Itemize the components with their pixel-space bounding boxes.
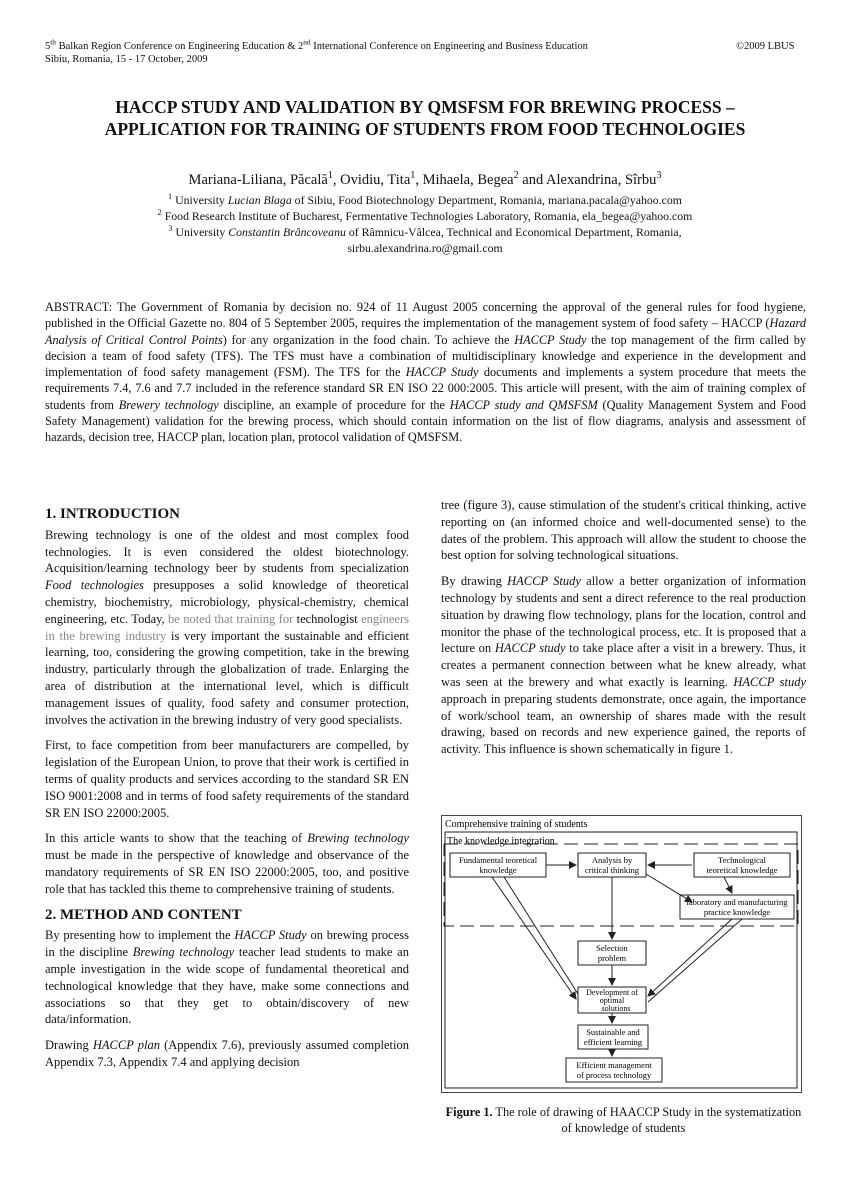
box-fundamental-l1: Fundamental teoretical — [458, 855, 538, 865]
box-technological-l1: Technological — [717, 855, 767, 865]
arrow-lab-development-2 — [648, 919, 742, 1002]
para-text: HACCP study — [733, 674, 806, 689]
para-text: Brewing technology — [307, 831, 409, 846]
box-fundamental-l2: knowledge — [479, 865, 517, 875]
figure-1-diagram — [442, 816, 801, 1092]
affiliation-3-email: sirbu.alexandrina.ro@gmail.com — [347, 241, 503, 255]
copyright: ©2009 LBUS — [736, 41, 795, 52]
para-text: Food technologies — [45, 578, 144, 593]
figure-1-caption — [441, 1104, 806, 1136]
para-text: Brewing technology is one of the oldest and most complex food technologies. It is even considered the oldest biotechnology. Acquisition/learning technology beer by students from specialization — [45, 527, 409, 576]
left-column — [45, 506, 409, 1080]
para-text: HACCP Study — [507, 574, 581, 589]
box-development-l2: optimal — [599, 996, 625, 1005]
paragraph — [45, 927, 409, 1028]
conference-location: Sibiu, Romania, 15 - 17 October, 2009 — [45, 54, 208, 65]
abstract-text: Brewery technology — [118, 397, 219, 412]
box-selection-l2: problem — [597, 953, 627, 963]
arrow-fund-development — [492, 877, 576, 999]
arrow-analysis-lab — [646, 874, 692, 902]
abstract-text: documents and implements a system procedure that meets the requirements 7.4, 7.6 and 7.7 included in the reference standard SR EN ISO 22 000:2005. This article will present, with the aim of training complex of students from — [45, 365, 806, 412]
para-text: to take place after a visit in a brewery. Thus, it creates a permanent connection between what he knew already, what was seen at the brewery and what exactly is learning. — [441, 641, 806, 689]
aff-text: Food Research Institute of Bucharest, Fermentative Technologies Laboratory, Romania, ela_begea@yahoo.com — [161, 209, 693, 223]
aff-text: of Râmnicu-Vâlcea, Technical and Economical Department, Romania, — [345, 225, 682, 239]
box-development-l3: solutions — [601, 1004, 631, 1013]
para-text: By presenting how to implement the — [45, 928, 235, 943]
abstract-text: HACCP Study — [514, 332, 587, 347]
author: , Mihaela, Begea — [415, 172, 514, 188]
abstract-text: discipline, an example of procedure for the — [218, 397, 450, 412]
para-text: Brewing technology — [132, 945, 235, 960]
para-text-gray: engineers in the brewing industry — [45, 611, 409, 643]
box-sustainable-l2: efficient learning — [583, 1037, 643, 1047]
caption-text: The role of drawing of HAACCP Study in the systematization of knowledge of students — [492, 1105, 802, 1135]
aff-text: of Sibiu, Food Biotechnology Department, Romania, mariana.pacala@yahoo.com — [291, 193, 682, 207]
section-heading-introduction: 1. INTRODUCTION — [45, 506, 181, 522]
authors — [40, 172, 810, 189]
conf-sup: th — [50, 37, 56, 47]
caption-label: Figure 1. — [445, 1105, 493, 1119]
para-text-gray: be noted that training for — [168, 611, 294, 626]
conf-text: Balkan Region Conference on Engineering Education & 2 — [55, 41, 304, 52]
author-sup: 1 — [410, 170, 416, 182]
author: and Alexandrina, Sîrbu — [518, 172, 657, 188]
paragraph — [441, 573, 806, 758]
aff-text: University — [172, 225, 229, 239]
box-development-l1: Development of — [586, 988, 638, 997]
box-efficient-l1: Efficient management — [576, 1060, 652, 1070]
aff-text: Lucian Blaga — [227, 193, 292, 207]
conference-header — [45, 37, 588, 53]
abstract-text: ABSTRACT: The Government of Romania by decision no. 924 of 11 August 2005 concerning the approval of the general rules for food hygiene, published in the Official Gazette no. 804 of 5 September 2005, requires the implementation of the management system of food safety – HACCP ( — [45, 300, 806, 331]
outer-label: Comprehensive training of students — [445, 819, 588, 830]
right-column — [441, 497, 806, 767]
box-laboratory-l2: practice knowledge — [703, 907, 771, 917]
para-text: HACCP plan — [92, 1038, 160, 1053]
para-text: Drawing — [45, 1038, 93, 1053]
affiliation-1 — [40, 192, 810, 208]
abstract-text: Hazard Analysis of Critical Control Points — [45, 316, 806, 347]
section-heading-method: 2. METHOD AND CONTENT — [45, 906, 242, 923]
para-text: teacher lead students to make an ample investigation in the wide scope of fundamental theoretical and technological knowledge that they have, make some connections and associations so that they get to obtain/discovery of new data/information. — [45, 945, 409, 1027]
figure-1 — [441, 815, 802, 1093]
abstract-text: ) for any organization in the food chain. To achieve the — [222, 332, 515, 347]
para-text: must be made in the perspective of knowledge and observance of the mandatory requirements of SR EN ISO 22000:2005, too, and positive role that has tackled this theme to comprehensive training of students. — [45, 848, 409, 896]
aff-text: University — [172, 193, 228, 207]
conf-text: 5 — [45, 41, 51, 52]
para-text: By drawing — [441, 574, 508, 589]
affiliation-2 — [40, 208, 810, 224]
para-text: HACCP Study — [234, 928, 307, 943]
para-text: (Appendix 7.6), previously assumed completion Appendix 7.3, Appendix 7.4 and applying decision — [45, 1038, 409, 1069]
author-sup: 3 — [656, 170, 662, 182]
paragraph: First, to face competition from beer manufacturers are compelled, by legislation of the European Union, to prove that their work is certified in terms of quality products and services according to the standard SR EN ISO 9001:2008 and in terms of food safety requirements of the standard SR EN ISO 22000:2005. — [45, 738, 409, 820]
box-analysis-l2: critical thinking — [584, 865, 640, 875]
para-text: In this article wants to show that the teaching of — [45, 831, 308, 846]
para-text: presupposes a solid knowledge of theoretical chemistry, biochemistry, microbiology, physical-chemistry, chemical engineering, etc. Today, — [45, 578, 409, 626]
author: Mariana-Liliana, Păcală — [188, 172, 328, 188]
paragraph: tree (figure 3), cause stimulation of the student's critical thinking, active reporting on (an informed choice and well-documented sense) to the dates of the problem. This approach will allow the student to choose the best option for solving technological situations. — [441, 498, 806, 563]
aff-sup: 2 — [157, 208, 162, 218]
para-text: on brewing process in the discipline — [45, 928, 409, 960]
abstract-text: the top management of the firm called by decision a team of food safety (TFS). The TFS must have a combination of multidisciplinary knowledge and experience in the development and implementation of food safety management (FSM). The TFS for the — [45, 332, 806, 380]
aff-text: Constantin Brâncoveanu — [228, 225, 346, 239]
paragraph — [45, 1037, 409, 1071]
para-text: HACCP study — [494, 641, 566, 656]
integration-label: The knowledge integration — [447, 836, 555, 847]
abstract-text: (Quality Management System and Food Safety Management) validation for the brewing process, which should contain information on the list of flow diagrams, analysis and assessment of hazards, decision tree, HACCP plan, location plan, protocol validation of QMSFSM. — [45, 397, 806, 445]
box-efficient-l2: of process technology — [576, 1070, 652, 1080]
abstract-text: HACCP study and QMSFSM — [449, 397, 598, 412]
title-line: APPLICATION FOR TRAINING OF STUDENTS FROM FOOD TECHNOLOGIES — [104, 119, 746, 139]
para-text: allow a better organization of information technology by students and sent a direct reference to the real production situation by drawing flow technology, plans for the location, control and monitor the phase of the technological process, etc. It is proposed that a lecture on — [441, 574, 806, 656]
para-text: technologist — [293, 611, 362, 626]
author: , Ovidiu, Tita — [332, 172, 411, 188]
arrow-fund-development-2 — [504, 877, 578, 994]
author-sup: 2 — [513, 170, 519, 182]
affiliation-3 — [40, 224, 810, 240]
abstract — [45, 299, 806, 446]
paper-title — [40, 96, 810, 140]
arrow-lab-development — [648, 919, 732, 996]
box-selection-l1: Selection — [596, 943, 628, 953]
aff-sup: 3 — [168, 224, 173, 234]
box-technological-l2: teoretical knowledge — [706, 865, 778, 875]
abstract-text: HACCP Study — [405, 365, 479, 380]
para-text: is very important the sustainable and efficient learning, too, considering the growing competition, take in the brewing industry, particularly through the globalization of trade. Enlarging the area of distribution at the international level, which is difficult management issues of quality, food safety and consumer protection, involves the activation in the brewing industry of very good specialists. — [45, 628, 409, 727]
paragraph — [45, 527, 409, 729]
para-text: approach in preparing students demonstrate, once again, the importance of work/school team, an ownership of shares made with the result drawing, based on records and new experience gained, the reports of activity. This influence is shown schematically in figure 1. — [441, 691, 806, 757]
aff-sup: 1 — [168, 192, 173, 202]
paragraph — [45, 830, 409, 897]
box-sustainable-l1: Sustainable and — [586, 1027, 640, 1037]
author-sup: 1 — [327, 170, 333, 182]
box-laboratory-l1: laboratory and manufacturing — [686, 897, 788, 907]
affiliations — [40, 192, 810, 256]
arrow-tech-lab — [724, 877, 732, 893]
box-analysis-l1: Analysis by — [591, 855, 633, 865]
conf-sup: nd — [303, 37, 311, 47]
title-line: HACCP STUDY AND VALIDATION BY QMSFSM FOR BREWING PROCESS – — [115, 97, 735, 117]
conf-text: International Conference on Engineering and Business Education — [310, 41, 588, 52]
